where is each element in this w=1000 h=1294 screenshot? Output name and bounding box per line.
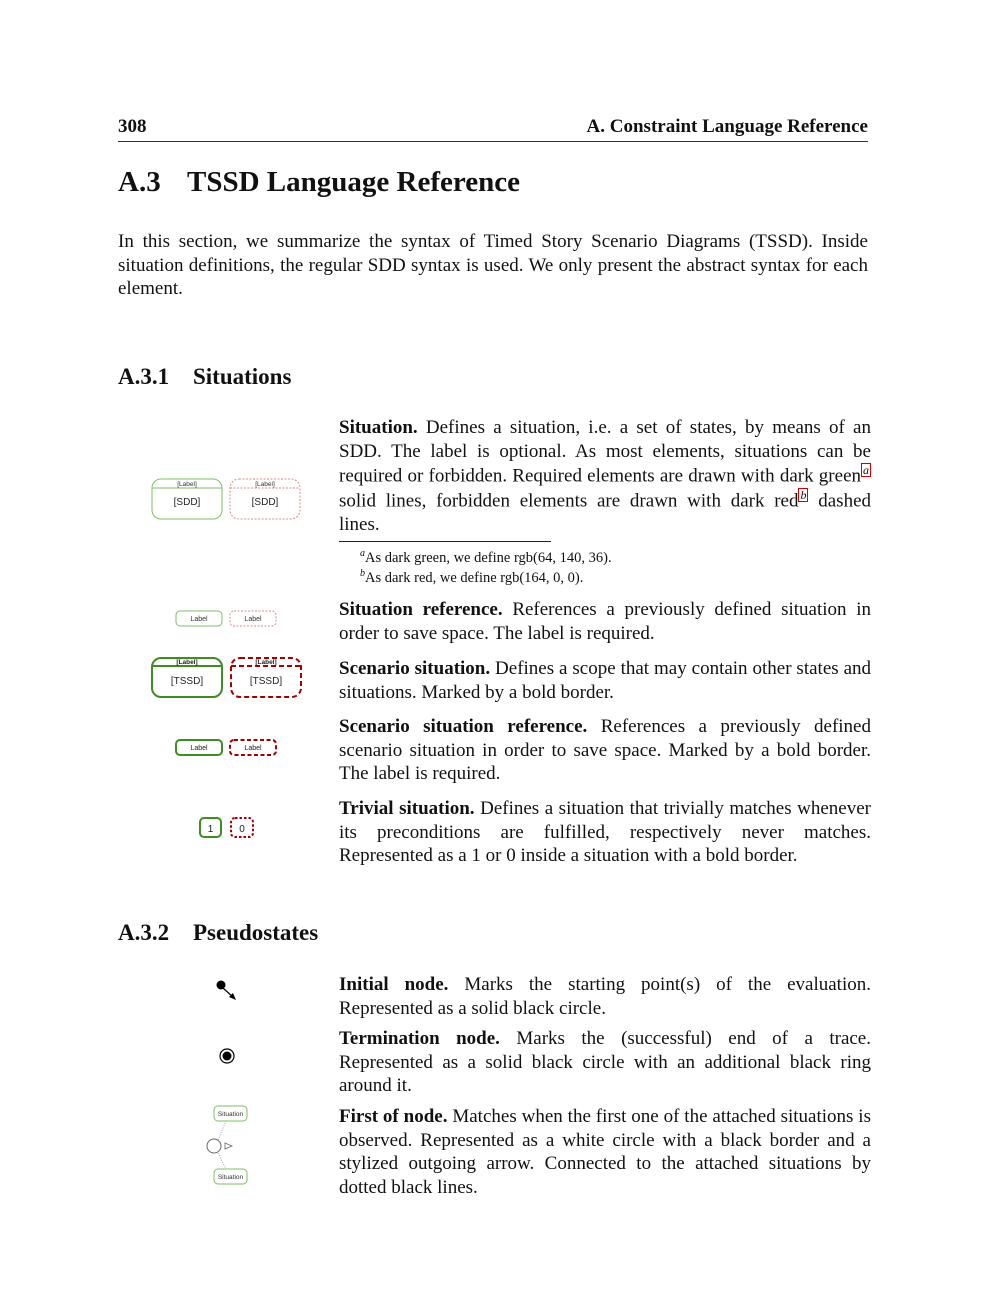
entry-term: Termination node. bbox=[339, 1028, 500, 1049]
situation-reference-required-figure bbox=[176, 611, 222, 626]
entry-text: Defines a scope that may contain other states and situations. Marked by a bold border. bbox=[339, 658, 872, 703]
entry-term: Trivial situation. bbox=[339, 798, 475, 819]
scenario-situation-required-figure bbox=[152, 658, 222, 697]
subsection-number: A.3.1 bbox=[118, 364, 170, 389]
situation-reference-label: Label bbox=[244, 616, 262, 623]
termination-node-dot bbox=[223, 1052, 232, 1061]
scenario-situation-content: [TSSD] bbox=[249, 676, 283, 687]
page-number: 308 bbox=[118, 116, 147, 137]
section-number: A.3 bbox=[118, 166, 161, 198]
scenario-situation-forbidden-figure bbox=[231, 658, 301, 697]
trivial-situation-true-figure bbox=[200, 818, 221, 837]
scenario-situation-label: [Label] bbox=[176, 659, 198, 666]
entry-text: References a previously defined situation in order to save space. The label is required. bbox=[339, 599, 872, 644]
scenario-situation-label: [Label] bbox=[255, 659, 277, 666]
termination-node-figure bbox=[220, 1049, 234, 1063]
scenario-situation-reference-label: Label bbox=[190, 745, 208, 752]
situation-reference-label: Label bbox=[190, 616, 208, 623]
entry-term: Scenario situation. bbox=[339, 658, 491, 679]
first-of-connector bbox=[218, 1153, 226, 1169]
trivial-true-value: 1 bbox=[207, 824, 214, 835]
entry-text: solid lines, forbidden elements are drawn with dark red bbox=[339, 490, 799, 512]
entry-term: First of node. bbox=[339, 1106, 448, 1127]
trivial-false-value: 0 bbox=[239, 824, 245, 835]
footnote-mark-b[interactable]: b bbox=[800, 488, 807, 503]
first-of-situation-label: Situation bbox=[217, 1111, 244, 1118]
scenario-situation-reference-forbidden-figure bbox=[230, 740, 276, 755]
initial-node-dot bbox=[217, 981, 226, 990]
situation-content: [SDD] bbox=[251, 497, 279, 508]
scenario-situation-content: [TSSD] bbox=[170, 676, 204, 687]
section-intro: In this section, we summarize the syntax of Timed Story Scenario Diagrams (TSSD). Inside situation definitions, the regular SDD syntax is used. We only present the abstract syntax for each element. bbox=[118, 231, 868, 299]
entry-text: Marks the starting point(s) of the evaluation. Represented as a solid black circle. bbox=[339, 974, 871, 1019]
situation-forbidden-figure bbox=[230, 479, 300, 519]
situation-required-figure bbox=[152, 479, 222, 519]
running-header: A. Constraint Language Reference bbox=[586, 116, 868, 137]
entry-term: Situation. bbox=[339, 417, 418, 438]
situation-content: [SDD] bbox=[173, 497, 201, 508]
trivial-situation-false-figure bbox=[231, 818, 253, 837]
footnote-text: As dark red, we define rgb(164, 0, 0). bbox=[365, 569, 584, 586]
entry-text: dashed lines. bbox=[339, 490, 872, 536]
entry-text: Marks the (successful) end of a trace. Represented as a solid black circle with an additional black ring around it. bbox=[339, 1028, 871, 1097]
section-title: TSSD Language Reference bbox=[187, 166, 520, 198]
entry-text: Defines a situation, i.e. a set of states, by means of an SDD. The label is optional. As most elements, situations can be required or forbidden. Required elements are drawn with dark green bbox=[339, 417, 871, 487]
situation-reference-forbidden-figure bbox=[230, 611, 276, 626]
entry-term: Scenario situation reference. bbox=[339, 716, 588, 737]
first-of-situation-label: Situation bbox=[217, 1174, 244, 1181]
subsection-number: A.3.2 bbox=[118, 920, 170, 945]
subsection-title: Pseudostates bbox=[193, 920, 319, 945]
situation-label: [Label] bbox=[255, 481, 275, 488]
entry-text: Defines a situation that trivially matches whenever its preconditions are fulfilled, respectively never matches. Represented as a 1 or 0 inside a situation with a bold border. bbox=[339, 798, 871, 867]
situation-label: [Label] bbox=[177, 481, 197, 488]
subsection-title: Situations bbox=[193, 364, 292, 389]
footnote-mark-a[interactable]: a bbox=[863, 463, 869, 478]
first-of-node-figure bbox=[207, 1106, 247, 1184]
first-of-connector bbox=[218, 1121, 226, 1140]
initial-node-figure bbox=[217, 981, 237, 1001]
entry-text: Matches when the first one of the attached situations is observed. Represented as a white circle with a black border and a stylized outgoing arrow. Connected to the attached situations by dotted black lines. bbox=[339, 1106, 871, 1199]
scenario-situation-reference-label: Label bbox=[244, 745, 262, 752]
footnote-text: As dark green, we define rgb(64, 140, 36). bbox=[365, 549, 612, 566]
footnote-mark: b bbox=[360, 568, 365, 579]
scenario-situation-reference-required-figure bbox=[176, 740, 222, 755]
entry-term: Situation reference. bbox=[339, 599, 503, 620]
first-of-node-circle bbox=[207, 1139, 221, 1153]
entry-term: Initial node. bbox=[339, 974, 449, 995]
first-of-node-arrow bbox=[225, 1143, 232, 1149]
footnote-mark: a bbox=[360, 548, 365, 559]
entry-text: References a previously defined scenario situation in order to save space. Marked by a bold border. The label is required. bbox=[339, 716, 871, 785]
